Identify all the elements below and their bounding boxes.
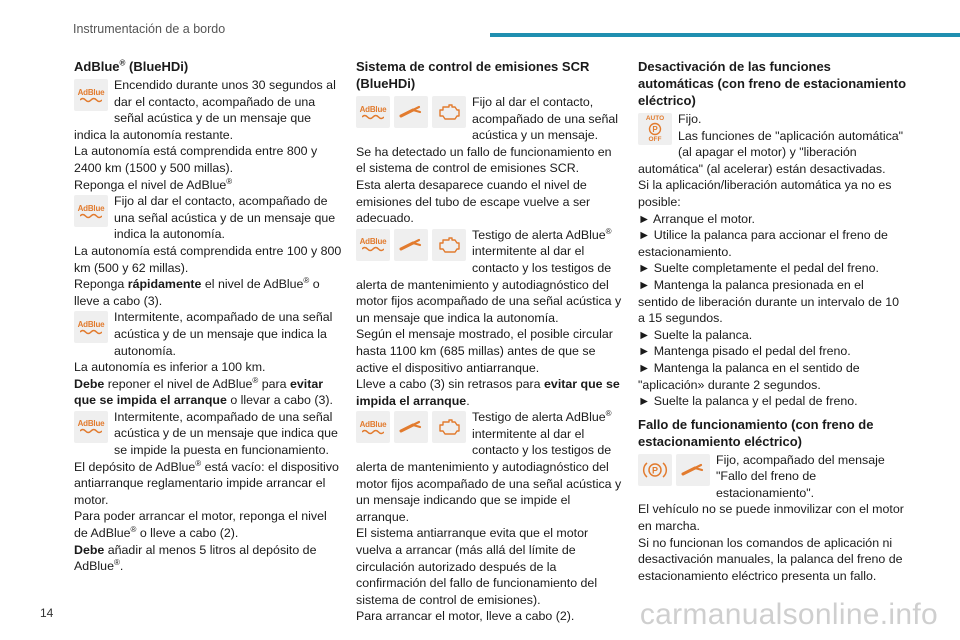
wrench-icon — [676, 454, 710, 486]
auto-p1b: Las funciones de "aplicación automática" (al apagar el motor) y "liberación automática" (al acelerar) están desactivadas. — [638, 128, 904, 176]
step-item: ► Mantenga la palanca en el sentido de "aplicación» durante 2 segundos. — [638, 360, 860, 392]
step-item: ► Suelte la palanca y el pedal de freno. — [638, 394, 858, 409]
adblue-p1c: Reponga el nivel de AdBlue® — [74, 176, 233, 192]
parking-brake-fault-icon — [638, 454, 672, 486]
adblue-p2c: Reponga rápidamente el nivel de AdBlue® o lleve a cabo (3). — [74, 276, 320, 308]
scr-p1b: Se ha detectado un fallo de funcionamiento en el sistema de control de emisiones SCR. — [356, 144, 612, 176]
adblue-warning-icon: AdBlue — [356, 96, 390, 128]
step-item: ► Utilice la palanca para accionar el freno de estacionamiento. — [638, 228, 888, 259]
icon-group — [74, 311, 108, 343]
adblue-p3: Intermitente, acompañado de una señal acústica y de un mensaje que indica la autonomía. — [114, 310, 333, 358]
svg-text:P: P — [652, 125, 658, 134]
malfunction-heading: Fallo de funcionamiento (con freno de estacionamiento eléctrico) — [638, 416, 874, 449]
adblue-warning-icon: AdBlue — [356, 411, 390, 443]
scr-p2: Testigo de alerta AdBlue® intermitente al dar el contacto y los testigos de alerta de mantenimiento y autodiagnóstico del motor fijos acompañado de una señal acústica y un mensaje que indica la autonomía. — [356, 226, 622, 325]
adblue-warning-icon: AdBlue — [74, 195, 108, 227]
scr-p1c: Esta alerta desaparece cuando el nivel de emisiones del tubo de escape vuelve a ser adecuado. — [356, 177, 591, 226]
icon-group — [356, 229, 466, 261]
fault-p3: Si no funcionan los comandos de aplicación ni desactivación manuales, la palanca del freno de estacionamiento eléctrico presenta un fallo. — [638, 535, 903, 583]
adblue-warning-icon: AdBlue — [74, 79, 108, 111]
column-parking-brake — [638, 58, 906, 584]
engine-icon — [432, 229, 466, 261]
scr-p1: Fijo al dar el contacto, acompañado de una señal acústica y un mensaje. — [472, 95, 619, 143]
adblue-warning-icon: AdBlue — [74, 311, 108, 343]
auto-p1c: Si la aplicación/liberación automática ya no es posible: — [638, 178, 892, 209]
engine-icon — [432, 96, 466, 128]
auto-p1: Fijo. — [678, 112, 702, 126]
scr-p3c: Para arrancar el motor, lleve a cabo (2). — [356, 609, 575, 624]
column-adblue — [74, 58, 342, 575]
icon-group — [356, 411, 466, 443]
adblue-p1: Encendido durante unos 30 segundos al dar el contacto, acompañado de una señal acústica y de un mensaje que indica la autonomía restante. — [74, 78, 336, 142]
icon-group — [356, 96, 466, 128]
step-item: ► Mantenga la palanca presionada en el sentido de liberación durante un intervalo de 10 a 15 segundos. — [638, 277, 900, 326]
icon-group — [74, 195, 108, 227]
adblue-p3c: Debe reponer el nivel de AdBlue® para evitar que se impida el arranque o llevar a cabo (3). — [74, 375, 333, 408]
adblue-p4b: El depósito de AdBlue® está vacío: el dispositivo antiarranque reglamentario impide arrancar el motor. — [74, 458, 339, 507]
watermark: carmanualsonline.info — [639, 598, 938, 631]
scr-p2c: Lleve a cabo (3) sin retrasos para evitar que se impida el arranque. — [356, 377, 620, 408]
icon-group — [638, 113, 672, 145]
fault-p2: El vehículo no se puede inmovilizar con el motor en marcha. — [638, 502, 904, 534]
section-title: Instrumentación de a bordo — [73, 22, 226, 36]
icon-group — [74, 79, 108, 111]
step-item: ► Mantenga pisado el pedal del freno. — [638, 344, 851, 359]
column-scr — [356, 58, 624, 625]
adblue-p1b: La autonomía está comprendida entre 800 y 2400 km (1500 y 500 millas). — [74, 144, 318, 175]
adblue-warning-icon: AdBlue — [74, 411, 108, 443]
header-accent-bar — [490, 33, 960, 37]
adblue-heading: AdBlue® (BlueHDi) — [74, 58, 189, 74]
scr-p3b: El sistema antiarranque evita que el motor vuelva a arrancar (más allá del límite de circulación autorizado después de la confirmación del fallo de funcionamiento del sistema de control de emisiones). — [356, 526, 598, 607]
step-item: ► Arranque el motor. — [638, 211, 755, 226]
scr-heading: Sistema de control de emisiones SCR (BlueHDi) — [356, 59, 590, 91]
wrench-icon — [394, 411, 428, 443]
page-header — [0, 0, 960, 40]
adblue-p4: Intermitente, acompañado de una señal acústica y de un mensaje que indica que se impide la puesta en funcionamiento. — [114, 409, 338, 458]
step-item: ► Suelte completamente el pedal del freno. — [638, 261, 879, 276]
scr-p2b: Según el mensaje mostrado, el posible circular hasta 1100 km (685 millas) antes de que se active el dispositivo antiarranque. — [356, 327, 613, 375]
auto-functions-heading: Desactivación de las funciones automáticas (con freno de estacionamiento eléctrico) — [638, 59, 907, 108]
engine-icon — [432, 411, 466, 443]
step-item: ► Suelte la palanca. — [638, 327, 753, 342]
adblue-p4d: Debe añadir al menos 5 litros al depósito de AdBlue®. — [74, 542, 317, 574]
adblue-p3b: La autonomía es inferior a 100 km. — [74, 360, 266, 375]
icon-group — [638, 454, 710, 486]
wrench-icon — [394, 96, 428, 128]
adblue-p2: Fijo al dar el contacto, acompañado de una señal acústica y de un mensaje que indica la autonomía. — [114, 194, 336, 242]
page-number: 14 — [40, 606, 54, 620]
adblue-warning-icon: AdBlue — [356, 229, 390, 261]
auto-off-icon: AUTO P OFF — [638, 113, 672, 145]
adblue-p4c: Para poder arrancar el motor, reponga el nivel de AdBlue® o lleve a cabo (2). — [74, 509, 327, 541]
fault-p1: Fijo, acompañado del mensaje "Fallo del freno de estacionamiento". — [716, 452, 885, 500]
icon-group — [74, 411, 108, 443]
scr-p3: Testigo de alerta AdBlue® intermitente al dar el contacto y los testigos de alerta de mantenimiento y autodiagnóstico del motor fijos acompañado de una señal acústica y un mensaje indicando que se impide el arranque. — [356, 409, 622, 524]
wrench-icon — [394, 229, 428, 261]
svg-text:P: P — [651, 465, 659, 476]
adblue-p2b: La autonomía está comprendida entre 100 y 800 km (500 y 62 millas). — [74, 243, 342, 275]
